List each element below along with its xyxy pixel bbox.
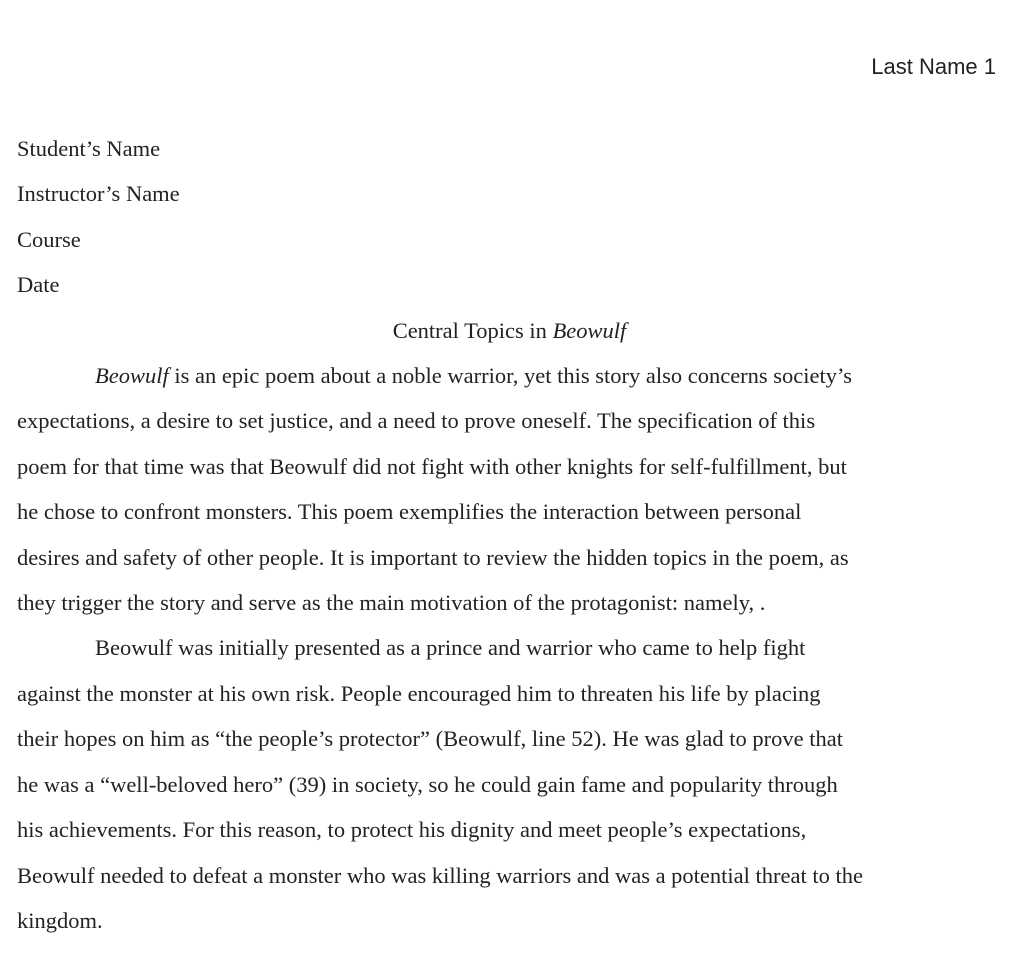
paragraph-line xyxy=(17,353,1002,398)
paragraph-line: Beowulf was initially presented as a prince and warrior who came to help fight xyxy=(95,635,806,661)
paragraph-line: against the monster at his own risk. People encouraged him to threaten his life by placing xyxy=(17,680,821,706)
student-name: Student’s Name xyxy=(17,136,161,161)
paragraph-line-text: is an epic poem about a noble warrior, yet this story also concerns society’s xyxy=(168,363,853,389)
paragraph-line: he chose to confront monsters. This poem exemplifies the interaction between personal xyxy=(17,499,802,525)
paragraph-line: desires and safety of other people. It is important to review the hidden topics in the poem, as xyxy=(17,544,849,570)
paragraph-line: he was a “well-beloved hero” (39) in society, so he could gain fame and popularity through xyxy=(17,771,838,797)
paragraph-1 xyxy=(17,353,1002,625)
essay-title-italic: Beowulf xyxy=(552,317,627,343)
paragraph-line: poem for that time was that Beowulf did not fight with other knights for self-fulfillment, but xyxy=(17,453,847,479)
essay-title-prefix: Central Topics in xyxy=(392,317,553,343)
date: Date xyxy=(17,272,60,298)
paragraph-line: they trigger the story and serve as the main motivation of the protagonist: namely, . xyxy=(17,590,766,616)
course: Course xyxy=(17,226,81,252)
paragraph-line: kingdom. xyxy=(17,907,103,933)
instructor-name: Instructor’s Name xyxy=(17,181,180,207)
paragraph-2 xyxy=(17,625,1002,943)
paragraph-line: their hopes on him as “the people’s protector” (Beowulf, line 52). He was glad to prove that xyxy=(17,726,844,752)
paragraph-line: expectations, a desire to set justice, and a need to prove oneself. The specification of this xyxy=(17,408,816,434)
paragraph-line-italic-lead: Beowulf xyxy=(95,363,169,389)
paragraph-line: Beowulf needed to defeat a monster who was killing warriors and was a potential threat to the xyxy=(17,862,863,888)
paragraph-line: his achievements. For this reason, to protect his dignity and meet people’s expectations, xyxy=(17,817,807,843)
document-body xyxy=(17,126,1002,943)
essay-title xyxy=(17,308,1002,353)
page-header-last-name: Last Name 1 xyxy=(871,54,996,79)
